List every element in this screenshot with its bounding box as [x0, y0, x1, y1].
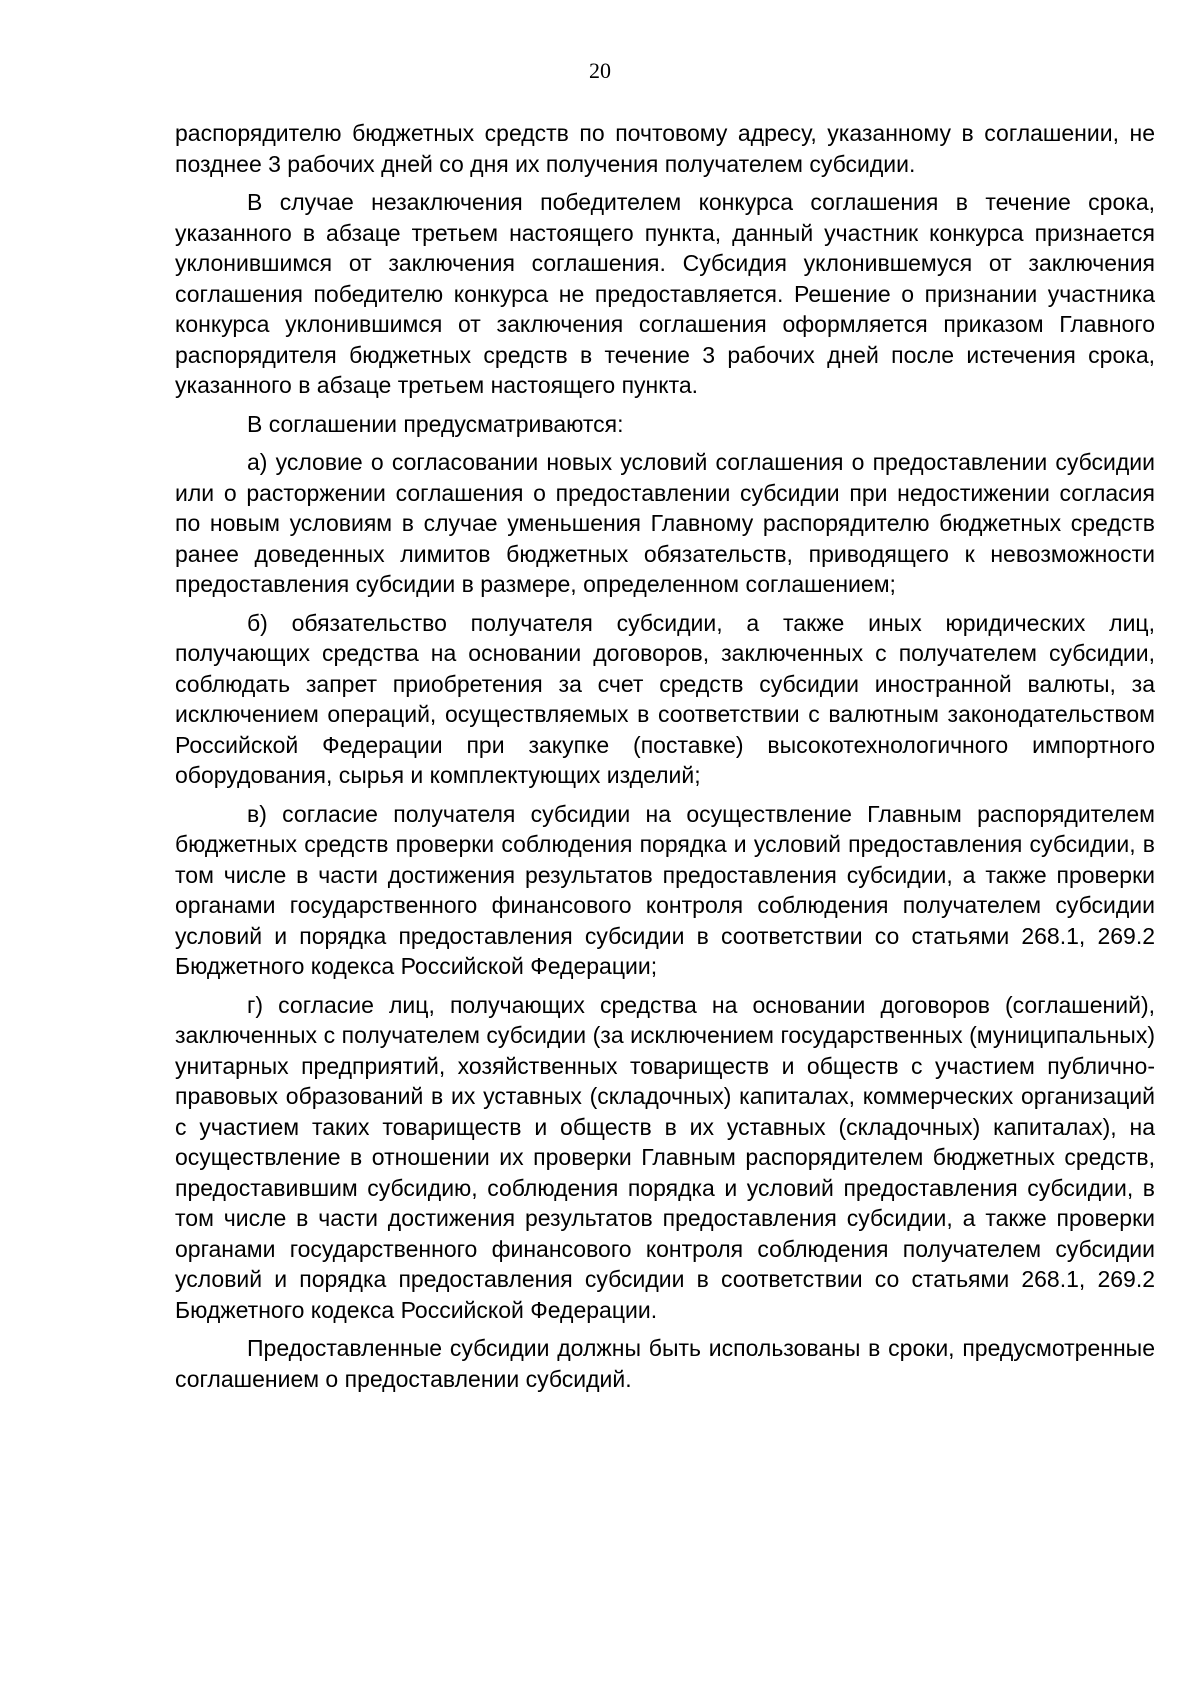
paragraph-continuation: распорядителю бюджетных средств по почтовому адресу, указанному в соглашении, не позднее 3 рабочих дней со дня их получения получателем субсидии. [175, 120, 1155, 177]
paragraph-item-a: а) условие о согласовании новых условий соглашения о предоставлении субсидии или о расторжении соглашения о предоставлении субсидии при недостижении согласия по новым условиям в случае уменьшения Главному распорядителю бюджетных средств ранее доведенных лимитов бюджетных обязательств, приводящего к невозможности предоставления субсидии в размере, определенном соглашением; [175, 449, 1155, 597]
paragraph-item-v: в) согласие получателя субсидии на осуществление Главным распорядителем бюджетных средств проверки соблюдения порядка и условий предоставления субсидии, в том числе в части достижения результатов предоставления субсидии, а также проверки органами государственного финансового контроля соблюдения получателем субсидии условий и порядка предоставления субсидии в соответствии со статьями 268.1, 269.2 Бюджетного кодекса Российской Федерации; [175, 800, 1155, 979]
paragraph-item-b: б) обязательство получателя субсидии, а также иных юридических лиц, получающих средства на основании договоров, заключенных с получателем субсидии, соблюдать запрет приобретения за счет средств субсидии иностранной валюты, за исключением операций, осуществляемых в соответствии с валютным законодательством Российской Федерации при закупке (поставке) высокотехнологичного импортного оборудования, сырья и комплектующих изделий; [175, 609, 1155, 788]
paragraph-item-g: г) согласие лиц, получающих средства на основании договоров (соглашений), заключенных с получателем субсидии (за исключением государственных (муниципальных) унитарных предприятий, хозяйственных товариществ и обществ с участием публично-правовых образований в их уставных (складочных) капиталах, коммерческих организаций с участием таких товариществ и обществ в их уставных (складочных) капиталах), на осуществление в отношении их проверки Главным распорядителем бюджетных средств, предоставившим субсидию, соблюдения порядка и условий предоставления субсидии, в том числе в части достижения результатов предоставления субсидии, а также проверки органами государственного финансового контроля соблюдения получателем субсидии условий и порядка предоставления субсидии в соответствии со статьями 268.1, 269.2 Бюджетного кодекса Российской Федерации. [175, 991, 1155, 1323]
paragraph-agreement-provisions: В соглашении предусматриваются: [247, 410, 624, 437]
page-number: 20 [589, 58, 611, 83]
document-body [175, 118, 1155, 1402]
paragraph-evasion: В случае незаключения победителем конкурса соглашения в течение срока, указанного в абзаце третьем настоящего пункта, данный участник конкурса признается уклонившимся от заключения соглашения. Субсидия уклонившемуся от заключения соглашения победителю конкурса не предоставляется. Решение о признании участника конкурса уклонившимся от заключения соглашения оформляется приказом Главного распорядителя бюджетных средств в течение 3 рабочих дней после истечения срока, указанного в абзаце третьем настоящего пункта. [175, 189, 1155, 398]
paragraph-usage-terms: Предоставленные субсидии должны быть использованы в сроки, предусмотренные соглашением о предоставлении субсидий. [175, 1335, 1155, 1392]
